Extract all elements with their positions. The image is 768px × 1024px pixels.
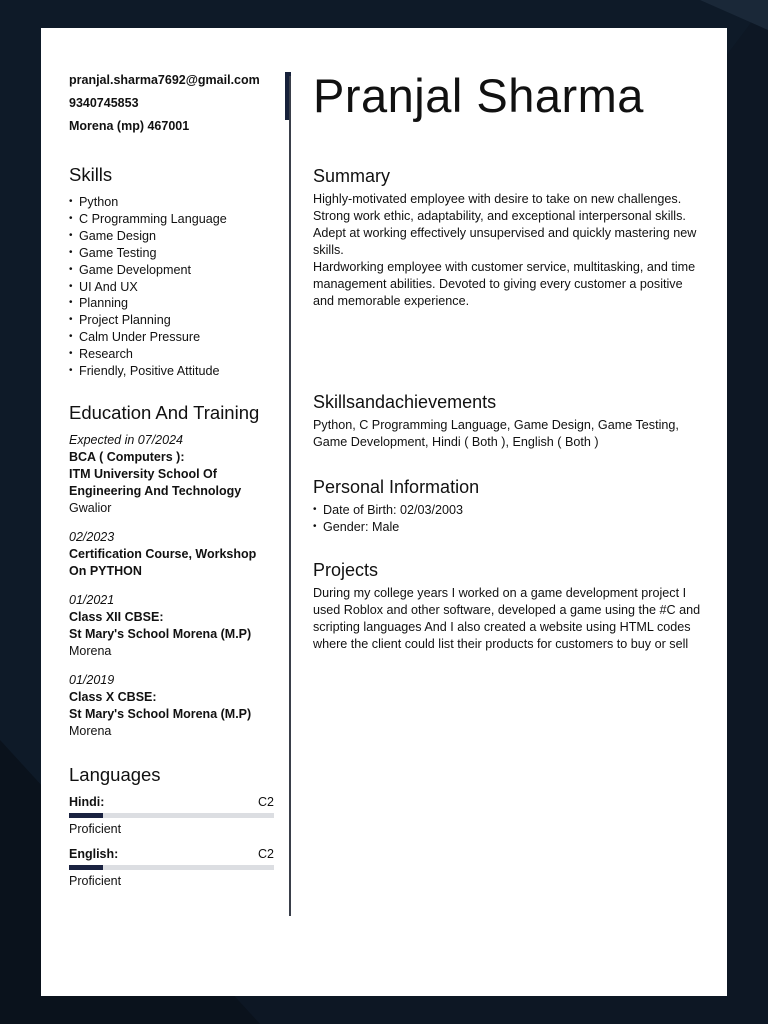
summary-paragraph: Highly-motivated employee with desire to take on new challenges. Strong work ethic, adaptability, and exceptional interpersonal skills. Adept at working effectively unsupervised and quickly mastering new skills. [313,192,697,257]
personal-info-list [313,502,703,536]
education-date: 02/2023 [69,529,115,544]
summary-paragraph: Hardworking employee with customer service, multitasking, and time management abilities. Devoted to giving every customer a positive and memorable experience. [313,260,696,308]
education-location: Morena [69,643,112,658]
skill-item: • UI And UX [69,279,274,296]
education-location: Morena [69,723,112,738]
contact-phone[interactable]: 9340745853 [69,96,139,110]
skill-item: • Calm Under Pressure [69,329,274,346]
skills-achievements-section [313,392,703,451]
language-entry [69,846,274,890]
skills-achievements-text: Python, C Programming Language, Game Design, Game Testing, Game Development, Hindi ( Both ), English ( Both ) [313,418,679,449]
contact-email[interactable]: pranjal.sharma7692@gmail.com [69,73,260,87]
skill-item: • Research [69,346,274,363]
language-level-fill [69,865,103,870]
left-column [69,72,274,898]
education-entry [69,432,274,517]
education-institution: ITM University School Of Engineering And Technology [69,466,242,498]
skills-achievements-heading: Skillsandachievements [313,392,497,412]
language-level-label: Proficient [69,873,122,888]
language-level-bar [69,813,274,818]
education-entry [69,672,274,740]
summary-heading: Summary [313,166,391,186]
personal-info-heading: Personal Information [313,477,480,497]
education-location: Gwalior [69,500,112,515]
personal-info-item: • Date of Birth: 02/03/2003 [313,502,703,519]
education-degree: BCA ( Computers ): [69,449,185,464]
language-level-bar [69,865,274,870]
language-entry [69,794,274,838]
education-degree: Certification Course, Workshop On PYTHON [69,546,257,578]
skill-item: • Friendly, Positive Attitude [69,363,274,380]
education-degree: Class X CBSE: [69,689,157,704]
contact-location: Morena (mp) 467001 [69,119,190,133]
personal-info-item: • Gender: Male [313,519,703,536]
skill-item: • C Programming Language [69,211,274,228]
skill-item: • Project Planning [69,312,274,329]
projects-text: During my college years I worked on a game development project I used Roblox and other software, developed a game using the #C and scripting languages And I also created a website using HTML codes where the client could list their products for customers to buy or sell [313,585,701,651]
skill-item: • Python [69,194,274,211]
contact-block [69,72,274,134]
education-degree: Class XII CBSE: [69,609,164,624]
skill-item: • Game Testing [69,245,274,262]
language-name: English: [69,846,119,861]
education-date: 01/2021 [69,592,115,607]
language-level-label: Proficient [69,821,122,836]
projects-heading: Projects [313,559,379,580]
education-date: 01/2019 [69,672,115,687]
education-entry [69,592,274,660]
right-column [313,66,703,653]
candidate-name: Pranjal Sharma [313,69,644,122]
skills-heading: Skills [69,164,113,185]
language-name: Hindi: [69,794,105,809]
skills-list [69,194,274,380]
skill-item: • Game Development [69,262,274,279]
resume-page [41,28,727,996]
skill-item: • Planning [69,295,274,312]
skill-item: • Game Design [69,228,274,245]
education-institution: St Mary's School Morena (M.P) [69,706,252,721]
summary-section [313,166,703,310]
language-code: C2 [258,846,274,861]
education-entry [69,529,274,580]
language-level-fill [69,813,103,818]
projects-section [313,560,703,653]
personal-info-section [313,477,703,536]
column-divider [289,76,291,916]
education-date: Expected in 07/2024 [69,432,183,447]
education-institution: St Mary's School Morena (M.P) [69,626,252,641]
education-heading: Education And Training [69,401,260,423]
language-code: C2 [258,794,274,809]
languages-heading: Languages [69,763,161,785]
